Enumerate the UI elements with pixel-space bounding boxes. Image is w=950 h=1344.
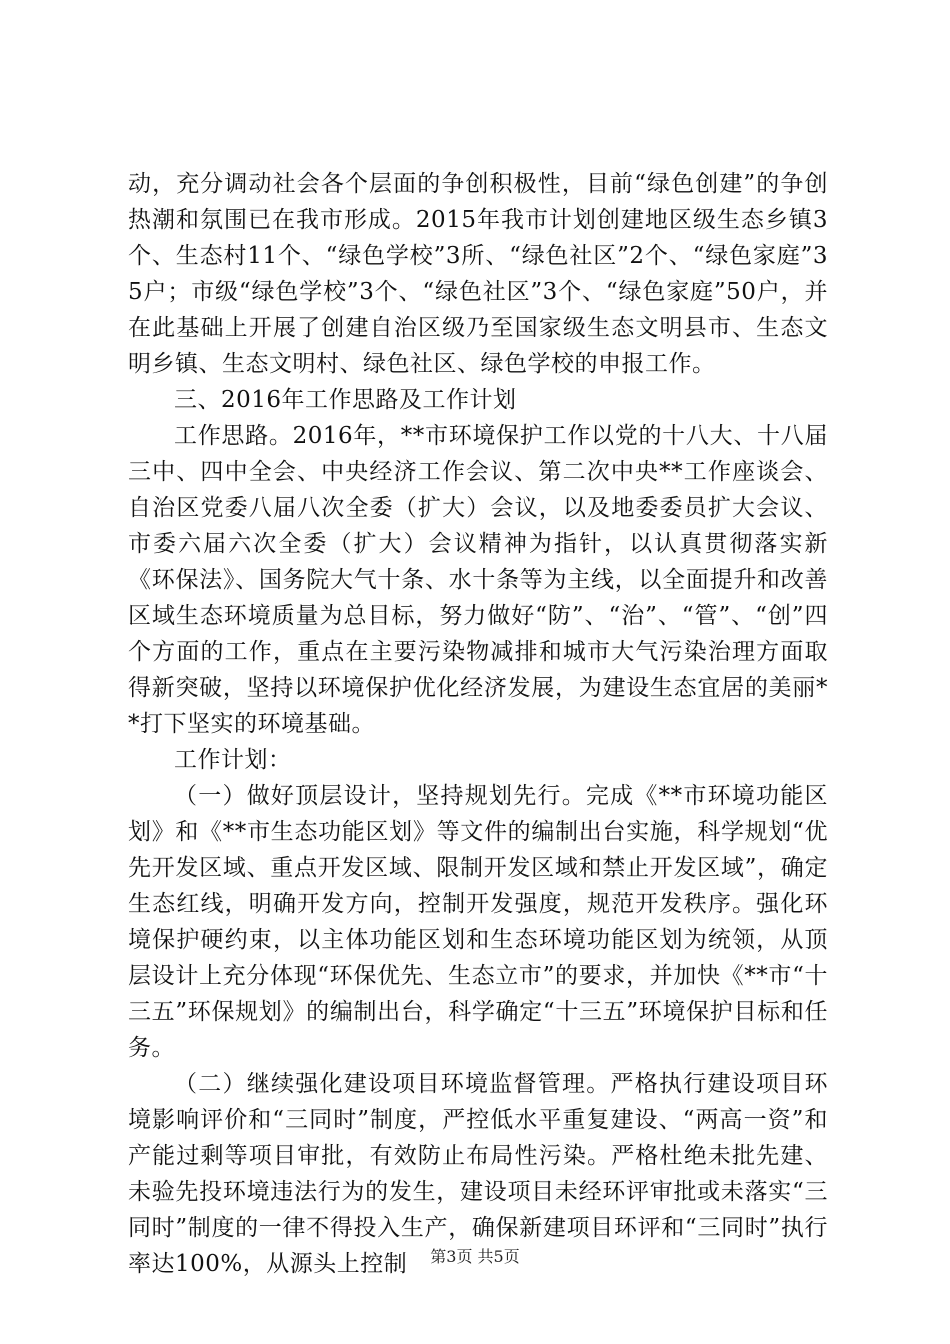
page-number-footer: 第3页 共5页 bbox=[430, 1247, 520, 1266]
paragraph-work-ideas: 工作思路。2016年，**市环境保护工作以党的十八大、十八届三中、四中全会、中央经济工作会议、第二次中央**工作座谈会、自治区党委八届八次全委（扩大）会议，以及地委委员扩大会议、市委六届六次全委（扩大）会议精神为指针，以认真贯彻落实新《环保法》、国务院大气十条、水十条等为主线，以全面提升和改善区域生态环境质量为总目标，努力做好“防”、“治”、“管”、“创”四个方面的工作，重点在主要污染物减排和城市大气污染治理方面取得新突破，坚持以环境保护优化经济发展，为建设生态宜居的美丽**打下坚实的环境基础。 bbox=[128, 423, 828, 737]
paragraph-plan-item-2: （二）继续强化建设项目环境监督管理。严格执行建设项目环境影响评价和“三同时”制度，严控低水平重复建设、“两高一资”和产能过剩等项目审批，有效防止布局性污染。严格杜绝未批先建、未验先投环境违法行为的发生，建设项目未经环评审批或未落实“三同时”制度的一律不得投入生产，确保新建项目环评和“三同时”执行率达100%，从源头上控制 bbox=[128, 1071, 828, 1277]
section-heading-2016-plan: 三、2016年工作思路及工作计划 bbox=[174, 387, 517, 413]
paragraph-plan-item-1: （一）做好顶层设计，坚持规划先行。完成《**市环境功能区划》和《**市生态功能区划》等文件的编制出台实施，科学规划“优先开发区域、重点开发区域、限制开发区域和禁止开发区域”，确定生态红线，明确开发方向，控制开发强度，规范开发秩序。强化环境保护硬约束，以主体功能区划和生态环境功能区划为统领，从顶层设计上充分体现“环保优先、生态立市”的要求，并加快《**市“十三五”环保规划》的编制出台，科学确定“十三五”环境保护目标和任务。 bbox=[128, 783, 828, 1061]
paragraph-work-plan-heading: 工作计划： bbox=[174, 747, 292, 773]
paragraph-green-creation: 动，充分调动社会各个层面的争创积极性，目前“绿色创建”的争创热潮和氛围已在我市形成。2015年我市计划创建地区级生态乡镇3个、生态村11个、“绿色学校”3所、“绿色社区”2个、“绿色家庭”35户；市级“绿色学校”3个、“绿色社区”3个、“绿色家庭”50户，并在此基础上开展了创建自治区级乃至国家级生态文明县市、生态文明乡镇、生态文明村、绿色社区、绿色学校的申报工作。 bbox=[128, 171, 828, 377]
document-body bbox=[128, 166, 828, 1282]
